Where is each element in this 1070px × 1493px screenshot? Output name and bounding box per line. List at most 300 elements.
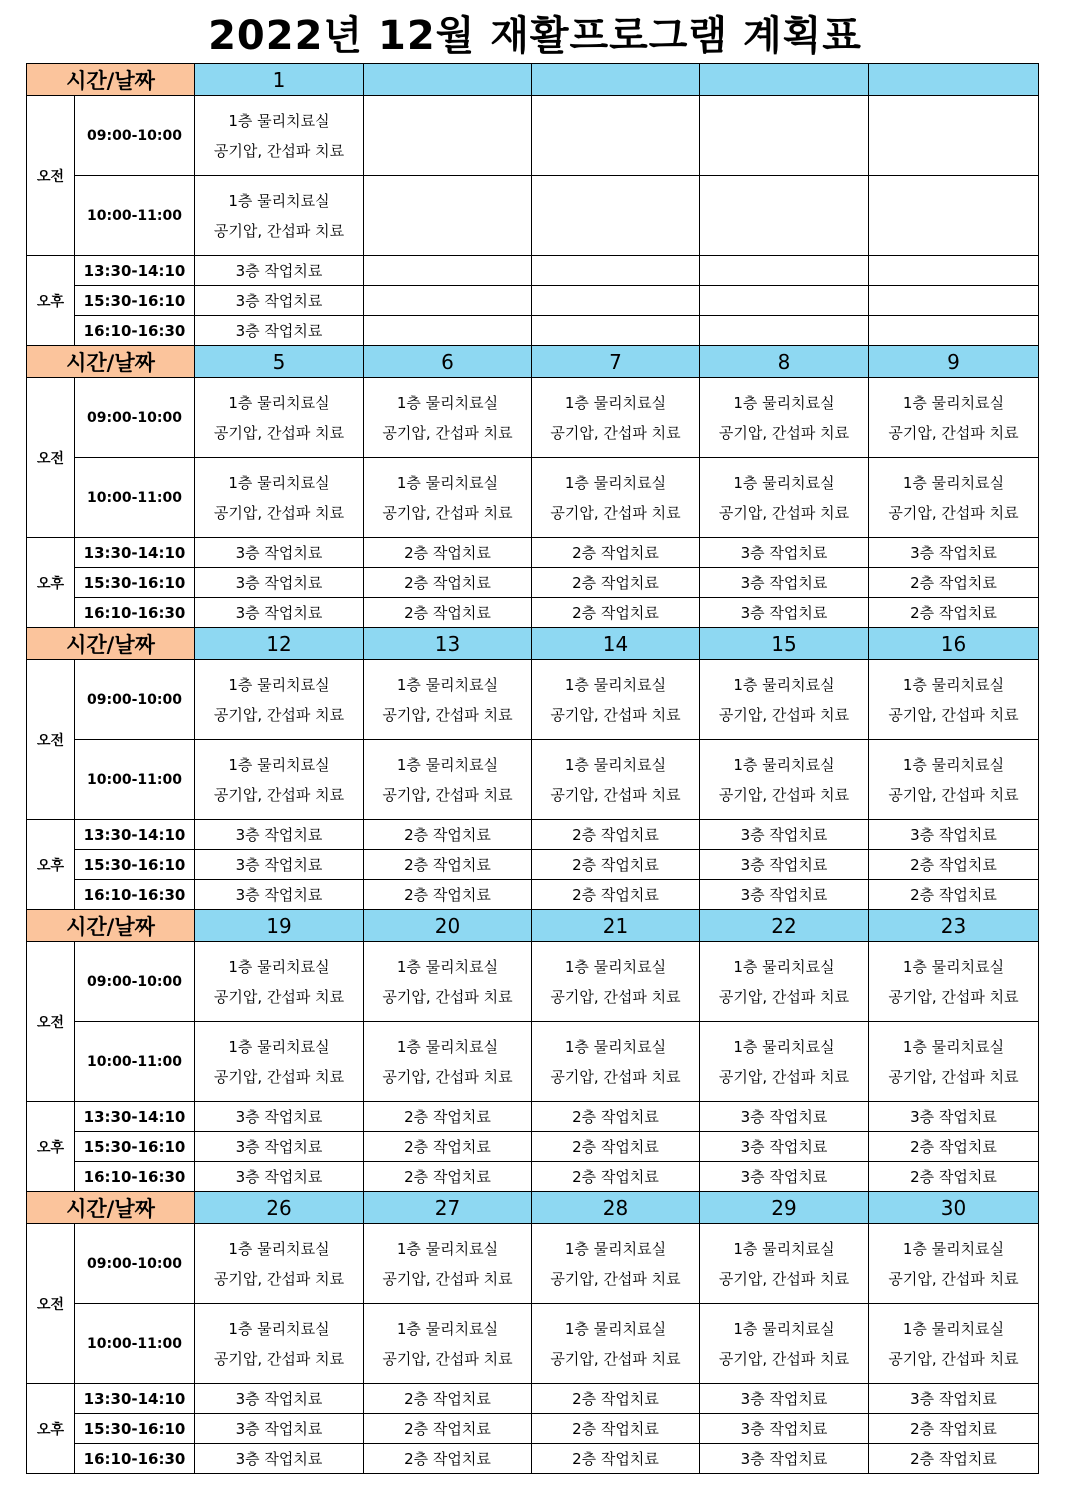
period-am-label: 오전 xyxy=(27,942,75,1102)
period-am-label: 오전 xyxy=(27,660,75,820)
therapy-room: 1층 물리치료실 xyxy=(396,473,499,492)
schedule-cell xyxy=(869,176,1039,256)
schedule-cell: 2층 작업치료 xyxy=(364,1102,532,1132)
therapy-room: 1층 물리치료실 xyxy=(228,675,330,694)
schedule-cell xyxy=(364,458,532,538)
schedule-cell: 3층 작업치료 xyxy=(869,820,1039,850)
am-row xyxy=(27,176,1039,256)
page-title: 2022년 12월 재활프로그램 계획표 xyxy=(208,13,862,59)
therapy-room: 1층 물리치료실 xyxy=(902,473,1005,492)
time-date-header: 시간/날짜 xyxy=(27,1192,195,1224)
therapy-type: 공기압, 간섭파 치료 xyxy=(888,705,1019,724)
time-date-header: 시간/날짜 xyxy=(27,910,195,942)
schedule-cell: 3층 작업치료 xyxy=(869,1102,1039,1132)
pm-row xyxy=(27,598,1039,628)
therapy-type: 공기압, 간섭파 치료 xyxy=(718,705,850,724)
therapy-room: 1층 물리치료실 xyxy=(902,755,1005,774)
therapy-type: 공기압, 간섭파 치료 xyxy=(213,1269,345,1288)
pm-row xyxy=(27,568,1039,598)
therapy-room: 1층 물리치료실 xyxy=(396,1319,499,1338)
therapy-type: 공기압, 간섭파 치료 xyxy=(382,1067,513,1086)
therapy-room: 1층 물리치료실 xyxy=(564,755,667,774)
therapy-type: 공기압, 간섭파 치료 xyxy=(718,1349,850,1368)
schedule-cell: 2층 작업치료 xyxy=(869,1132,1039,1162)
schedule-cell xyxy=(195,96,364,176)
schedule-cell xyxy=(195,740,364,820)
schedule-cell: 3층 작업치료 xyxy=(195,820,364,850)
therapy-room: 1층 물리치료실 xyxy=(733,393,835,412)
schedule-cell: 3층 작업치료 xyxy=(195,1102,364,1132)
week-header-row xyxy=(27,1192,1039,1224)
therapy-room: 1층 물리치료실 xyxy=(902,957,1005,976)
time-slot: 09:00-10:00 xyxy=(75,96,195,176)
time-slot: 15:30-16:10 xyxy=(75,286,195,316)
schedule-cell xyxy=(869,1224,1039,1304)
therapy-room: 1층 물리치료실 xyxy=(564,675,667,694)
therapy-room: 1층 물리치료실 xyxy=(733,1037,835,1056)
therapy-type: 공기압, 간섭파 치료 xyxy=(550,1067,681,1086)
schedule-cell: 2층 작업치료 xyxy=(532,598,700,628)
am-row xyxy=(27,942,1039,1022)
schedule-cell xyxy=(869,1304,1039,1384)
time-slot: 13:30-14:10 xyxy=(75,538,195,568)
therapy-type: 공기압, 간섭파 치료 xyxy=(550,1349,681,1368)
therapy-type: 공기압, 간섭파 치료 xyxy=(213,1067,345,1086)
time-slot: 13:30-14:10 xyxy=(75,256,195,286)
day-number: 8 xyxy=(700,346,869,378)
therapy-type: 공기압, 간섭파 치료 xyxy=(888,785,1019,804)
schedule-cell: 2층 작업치료 xyxy=(869,850,1039,880)
time-slot: 10:00-11:00 xyxy=(75,740,195,820)
day-number: 20 xyxy=(364,910,532,942)
therapy-room: 1층 물리치료실 xyxy=(902,1319,1005,1338)
schedule-cell xyxy=(195,378,364,458)
pm-row xyxy=(27,1444,1039,1474)
schedule-cell: 2층 작업치료 xyxy=(869,1444,1039,1474)
schedule-cell xyxy=(532,1304,700,1384)
schedule-cell xyxy=(195,1304,364,1384)
am-row xyxy=(27,96,1039,176)
schedule-cell: 2층 작업치료 xyxy=(532,850,700,880)
schedule-cell xyxy=(700,660,869,740)
pm-row xyxy=(27,850,1039,880)
therapy-room: 1층 물리치료실 xyxy=(396,755,499,774)
time-slot: 16:10-16:30 xyxy=(75,598,195,628)
schedule-cell xyxy=(869,942,1039,1022)
schedule-cell xyxy=(700,1224,869,1304)
pm-row xyxy=(27,1384,1039,1414)
therapy-room: 1층 물리치료실 xyxy=(396,957,499,976)
schedule-cell xyxy=(364,740,532,820)
time-slot: 09:00-10:00 xyxy=(75,942,195,1022)
therapy-room: 1층 물리치료실 xyxy=(564,957,667,976)
therapy-type: 공기압, 간섭파 치료 xyxy=(550,785,681,804)
schedule-cell: 3층 작업치료 xyxy=(195,850,364,880)
time-slot: 13:30-14:10 xyxy=(75,820,195,850)
therapy-type: 공기압, 간섭파 치료 xyxy=(382,987,513,1006)
week-header-row xyxy=(27,346,1039,378)
time-date-header: 시간/날짜 xyxy=(27,628,195,660)
schedule-cell: 2층 작업치료 xyxy=(364,850,532,880)
schedule-cell: 3층 작업치료 xyxy=(195,568,364,598)
time-slot: 15:30-16:10 xyxy=(75,1414,195,1444)
schedule-cell xyxy=(700,256,869,286)
time-slot: 15:30-16:10 xyxy=(75,850,195,880)
schedule-cell xyxy=(364,1304,532,1384)
period-am-label: 오전 xyxy=(27,96,75,256)
schedule-cell: 3층 작업치료 xyxy=(195,598,364,628)
day-number: 22 xyxy=(700,910,869,942)
schedule-cell xyxy=(700,176,869,256)
schedule-cell xyxy=(869,458,1039,538)
therapy-room: 1층 물리치료실 xyxy=(902,675,1005,694)
schedule-cell: 3층 작업치료 xyxy=(700,538,869,568)
day-number: 12 xyxy=(195,628,364,660)
am-row xyxy=(27,458,1039,538)
schedule-cell: 2층 작업치료 xyxy=(532,880,700,910)
schedule-cell xyxy=(700,1304,869,1384)
therapy-room: 1층 물리치료실 xyxy=(396,1037,499,1056)
schedule-cell: 3층 작업치료 xyxy=(195,1132,364,1162)
therapy-type: 공기압, 간섭파 치료 xyxy=(550,1269,681,1288)
pm-row xyxy=(27,1414,1039,1444)
time-slot: 10:00-11:00 xyxy=(75,458,195,538)
schedule-cell: 2층 작업치료 xyxy=(364,1384,532,1414)
time-slot: 10:00-11:00 xyxy=(75,1022,195,1102)
period-pm-label: 오후 xyxy=(27,1102,75,1192)
time-slot: 15:30-16:10 xyxy=(75,1132,195,1162)
therapy-type: 공기압, 간섭파 치료 xyxy=(718,503,850,522)
therapy-type: 공기압, 간섭파 치료 xyxy=(213,221,345,240)
schedule-cell: 3층 작업치료 xyxy=(195,1414,364,1444)
time-slot: 16:10-16:30 xyxy=(75,1162,195,1192)
therapy-type: 공기압, 간섭파 치료 xyxy=(213,423,345,442)
schedule-cell: 2층 작업치료 xyxy=(364,538,532,568)
schedule-cell xyxy=(700,96,869,176)
schedule-cell xyxy=(869,1022,1039,1102)
time-slot: 16:10-16:30 xyxy=(75,880,195,910)
schedule-cell xyxy=(700,316,869,346)
schedule-cell: 2층 작업치료 xyxy=(532,568,700,598)
day-number xyxy=(364,64,532,96)
schedule-cell xyxy=(364,942,532,1022)
period-am-label: 오전 xyxy=(27,378,75,538)
schedule-cell xyxy=(364,96,532,176)
schedule-cell xyxy=(869,256,1039,286)
schedule-cell: 2층 작업치료 xyxy=(532,1384,700,1414)
therapy-room: 1층 물리치료실 xyxy=(396,675,499,694)
therapy-type: 공기압, 간섭파 치료 xyxy=(888,1349,1019,1368)
therapy-room: 1층 물리치료실 xyxy=(902,1037,1005,1056)
time-slot: 10:00-11:00 xyxy=(75,1304,195,1384)
schedule-cell: 3층 작업치료 xyxy=(195,1162,364,1192)
therapy-room: 1층 물리치료실 xyxy=(733,473,835,492)
therapy-type: 공기압, 간섭파 치료 xyxy=(213,987,345,1006)
day-number: 6 xyxy=(364,346,532,378)
day-number: 21 xyxy=(532,910,700,942)
schedule-cell: 2층 작업치료 xyxy=(532,820,700,850)
schedule-cell xyxy=(532,378,700,458)
time-slot: 16:10-16:30 xyxy=(75,1444,195,1474)
am-row xyxy=(27,1224,1039,1304)
schedule-cell: 2층 작업치료 xyxy=(532,1162,700,1192)
day-number xyxy=(700,64,869,96)
day-number: 23 xyxy=(869,910,1039,942)
therapy-type: 공기압, 간섭파 치료 xyxy=(382,785,513,804)
time-slot: 09:00-10:00 xyxy=(75,378,195,458)
time-slot: 15:30-16:10 xyxy=(75,568,195,598)
schedule-cell xyxy=(700,378,869,458)
therapy-room: 1층 물리치료실 xyxy=(564,1037,667,1056)
schedule-cell xyxy=(195,1224,364,1304)
schedule-cell: 2층 작업치료 xyxy=(532,538,700,568)
therapy-type: 공기압, 간섭파 치료 xyxy=(550,987,681,1006)
therapy-room: 1층 물리치료실 xyxy=(228,957,330,976)
schedule-cell: 3층 작업치료 xyxy=(700,1162,869,1192)
schedule-cell: 3층 작업치료 xyxy=(869,1384,1039,1414)
week-header-row xyxy=(27,910,1039,942)
schedule-cell: 2층 작업치료 xyxy=(532,1414,700,1444)
therapy-type: 공기압, 간섭파 치료 xyxy=(718,1067,850,1086)
am-row xyxy=(27,1304,1039,1384)
schedule-cell xyxy=(364,660,532,740)
schedule-cell: 3층 작업치료 xyxy=(700,1384,869,1414)
schedule-cell: 3층 작업치료 xyxy=(700,1444,869,1474)
schedule-cell: 2층 작업치료 xyxy=(869,1414,1039,1444)
pm-row xyxy=(27,880,1039,910)
schedule-cell xyxy=(195,176,364,256)
schedule-cell xyxy=(532,96,700,176)
schedule-cell: 2층 작업치료 xyxy=(869,1162,1039,1192)
schedule-table xyxy=(26,63,1039,1474)
time-slot: 13:30-14:10 xyxy=(75,1384,195,1414)
schedule-cell: 3층 작업치료 xyxy=(700,568,869,598)
day-number: 15 xyxy=(700,628,869,660)
schedule-cell xyxy=(869,378,1039,458)
period-pm-label: 오후 xyxy=(27,538,75,628)
schedule-cell: 2층 작업치료 xyxy=(364,880,532,910)
therapy-room: 1층 물리치료실 xyxy=(733,957,835,976)
schedule-cell xyxy=(195,1022,364,1102)
therapy-room: 1층 물리치료실 xyxy=(733,755,835,774)
schedule-cell xyxy=(869,286,1039,316)
therapy-room: 1층 물리치료실 xyxy=(902,1239,1005,1258)
schedule-cell: 2층 작업치료 xyxy=(364,820,532,850)
day-number: 13 xyxy=(364,628,532,660)
schedule-cell: 2층 작업치료 xyxy=(532,1444,700,1474)
schedule-cell xyxy=(869,96,1039,176)
schedule-cell: 2층 작업치료 xyxy=(532,1132,700,1162)
schedule-cell xyxy=(532,1224,700,1304)
am-row xyxy=(27,660,1039,740)
pm-row xyxy=(27,1132,1039,1162)
therapy-type: 공기압, 간섭파 치료 xyxy=(550,705,681,724)
schedule-cell: 2층 작업치료 xyxy=(364,1132,532,1162)
therapy-type: 공기압, 간섭파 치료 xyxy=(888,1067,1019,1086)
schedule-cell: 3층 작업치료 xyxy=(195,538,364,568)
day-number: 16 xyxy=(869,628,1039,660)
therapy-type: 공기압, 간섭파 치료 xyxy=(888,1269,1019,1288)
schedule-cell xyxy=(869,740,1039,820)
therapy-type: 공기압, 간섭파 치료 xyxy=(718,987,850,1006)
therapy-room: 1층 물리치료실 xyxy=(228,393,330,412)
therapy-type: 공기압, 간섭파 치료 xyxy=(550,503,681,522)
period-pm-label: 오후 xyxy=(27,256,75,346)
therapy-room: 1층 물리치료실 xyxy=(564,1239,667,1258)
schedule-cell xyxy=(364,176,532,256)
therapy-room: 1층 물리치료실 xyxy=(564,1319,667,1338)
time-slot: 16:10-16:30 xyxy=(75,316,195,346)
schedule-cell: 3층 작업치료 xyxy=(195,1444,364,1474)
week-header-row xyxy=(27,64,1039,96)
schedule-cell: 3층 작업치료 xyxy=(195,256,364,286)
time-slot: 13:30-14:10 xyxy=(75,1102,195,1132)
pm-row xyxy=(27,256,1039,286)
pm-row xyxy=(27,286,1039,316)
time-date-header: 시간/날짜 xyxy=(27,64,195,96)
therapy-type: 공기압, 간섭파 치료 xyxy=(888,423,1019,442)
schedule-cell xyxy=(700,286,869,316)
therapy-room: 1층 물리치료실 xyxy=(564,473,667,492)
therapy-room: 1층 물리치료실 xyxy=(228,191,330,210)
schedule-cell xyxy=(532,458,700,538)
day-number: 26 xyxy=(195,1192,364,1224)
schedule-cell: 3층 작업치료 xyxy=(700,1414,869,1444)
schedule-cell: 2층 작업치료 xyxy=(869,568,1039,598)
day-number: 30 xyxy=(869,1192,1039,1224)
schedule-cell: 3층 작업치료 xyxy=(195,316,364,346)
day-number: 1 xyxy=(195,64,364,96)
schedule-cell: 3층 작업치료 xyxy=(195,286,364,316)
time-slot: 10:00-11:00 xyxy=(75,176,195,256)
schedule-cell xyxy=(532,256,700,286)
therapy-type: 공기압, 간섭파 치료 xyxy=(382,423,513,442)
schedule-cell: 3층 작업치료 xyxy=(700,880,869,910)
schedule-cell: 3층 작업치료 xyxy=(700,1102,869,1132)
therapy-type: 공기압, 간섭파 치료 xyxy=(550,423,681,442)
therapy-room: 1층 물리치료실 xyxy=(733,1319,835,1338)
therapy-type: 공기압, 간섭파 치료 xyxy=(718,1269,850,1288)
schedule-cell: 3층 작업치료 xyxy=(195,1384,364,1414)
schedule-cell xyxy=(364,316,532,346)
day-number: 7 xyxy=(532,346,700,378)
therapy-room: 1층 물리치료실 xyxy=(733,675,835,694)
schedule-cell xyxy=(532,942,700,1022)
schedule-cell xyxy=(532,286,700,316)
schedule-cell: 2층 작업치료 xyxy=(532,1102,700,1132)
week-header-row xyxy=(27,628,1039,660)
schedule-cell xyxy=(364,286,532,316)
schedule-cell xyxy=(195,458,364,538)
schedule-cell xyxy=(869,660,1039,740)
therapy-room: 1층 물리치료실 xyxy=(396,1239,499,1258)
therapy-type: 공기압, 간섭파 치료 xyxy=(213,1349,345,1368)
schedule-cell xyxy=(700,740,869,820)
schedule-cell: 2층 작업치료 xyxy=(364,1414,532,1444)
am-row xyxy=(27,1022,1039,1102)
therapy-type: 공기압, 간섭파 치료 xyxy=(213,141,345,160)
time-slot: 09:00-10:00 xyxy=(75,660,195,740)
schedule-cell xyxy=(532,176,700,256)
am-row xyxy=(27,740,1039,820)
schedule-cell: 3층 작업치료 xyxy=(700,850,869,880)
therapy-room: 1층 물리치료실 xyxy=(733,1239,835,1258)
therapy-room: 1층 물리치료실 xyxy=(564,393,667,412)
therapy-room: 1층 물리치료실 xyxy=(228,1319,330,1338)
schedule-cell xyxy=(532,316,700,346)
schedule-cell: 3층 작업치료 xyxy=(700,598,869,628)
schedule-cell xyxy=(195,660,364,740)
therapy-type: 공기압, 간섭파 치료 xyxy=(213,503,345,522)
schedule-cell xyxy=(532,740,700,820)
schedule-cell xyxy=(532,660,700,740)
therapy-type: 공기압, 간섭파 치료 xyxy=(718,785,850,804)
schedule-cell xyxy=(700,942,869,1022)
therapy-room: 1층 물리치료실 xyxy=(228,111,330,130)
therapy-type: 공기압, 간섭파 치료 xyxy=(382,1269,513,1288)
schedule-cell xyxy=(869,316,1039,346)
day-number xyxy=(532,64,700,96)
therapy-type: 공기압, 간섭파 치료 xyxy=(382,503,513,522)
day-number: 27 xyxy=(364,1192,532,1224)
schedule-cell xyxy=(532,1022,700,1102)
therapy-room: 1층 물리치료실 xyxy=(228,473,330,492)
schedule-cell xyxy=(700,458,869,538)
therapy-type: 공기압, 간섭파 치료 xyxy=(382,705,513,724)
am-row xyxy=(27,378,1039,458)
schedule-cell xyxy=(364,1224,532,1304)
therapy-type: 공기압, 간섭파 치료 xyxy=(888,503,1019,522)
schedule-cell: 2층 작업치료 xyxy=(364,568,532,598)
therapy-room: 1층 물리치료실 xyxy=(228,755,330,774)
day-number: 19 xyxy=(195,910,364,942)
schedule-cell: 3층 작업치료 xyxy=(869,538,1039,568)
therapy-room: 1층 물리치료실 xyxy=(396,393,499,412)
schedule-cell: 3층 작업치료 xyxy=(700,1132,869,1162)
schedule-cell: 2층 작업치료 xyxy=(364,598,532,628)
therapy-room: 1층 물리치료실 xyxy=(228,1037,330,1056)
pm-row xyxy=(27,1162,1039,1192)
schedule-cell xyxy=(364,378,532,458)
period-am-label: 오전 xyxy=(27,1224,75,1384)
period-pm-label: 오후 xyxy=(27,820,75,910)
pm-row xyxy=(27,316,1039,346)
day-number: 5 xyxy=(195,346,364,378)
schedule-cell xyxy=(700,1022,869,1102)
day-number: 29 xyxy=(700,1192,869,1224)
schedule-cell: 3층 작업치료 xyxy=(195,880,364,910)
pm-row xyxy=(27,820,1039,850)
time-date-header: 시간/날짜 xyxy=(27,346,195,378)
therapy-room: 1층 물리치료실 xyxy=(902,393,1005,412)
schedule-cell: 2층 작업치료 xyxy=(364,1162,532,1192)
schedule-cell xyxy=(364,1022,532,1102)
schedule-cell: 2층 작업치료 xyxy=(869,880,1039,910)
time-slot: 09:00-10:00 xyxy=(75,1224,195,1304)
schedule-cell: 3층 작업치료 xyxy=(700,820,869,850)
therapy-type: 공기압, 간섭파 치료 xyxy=(213,785,345,804)
day-number: 28 xyxy=(532,1192,700,1224)
therapy-room: 1층 물리치료실 xyxy=(228,1239,330,1258)
therapy-type: 공기압, 간섭파 치료 xyxy=(382,1349,513,1368)
therapy-type: 공기압, 간섭파 치료 xyxy=(888,987,1019,1006)
pm-row xyxy=(27,538,1039,568)
day-number: 14 xyxy=(532,628,700,660)
schedule-cell: 2층 작업치료 xyxy=(364,1444,532,1474)
therapy-type: 공기압, 간섭파 치료 xyxy=(213,705,345,724)
therapy-type: 공기압, 간섭파 치료 xyxy=(718,423,850,442)
schedule-cell xyxy=(195,942,364,1022)
